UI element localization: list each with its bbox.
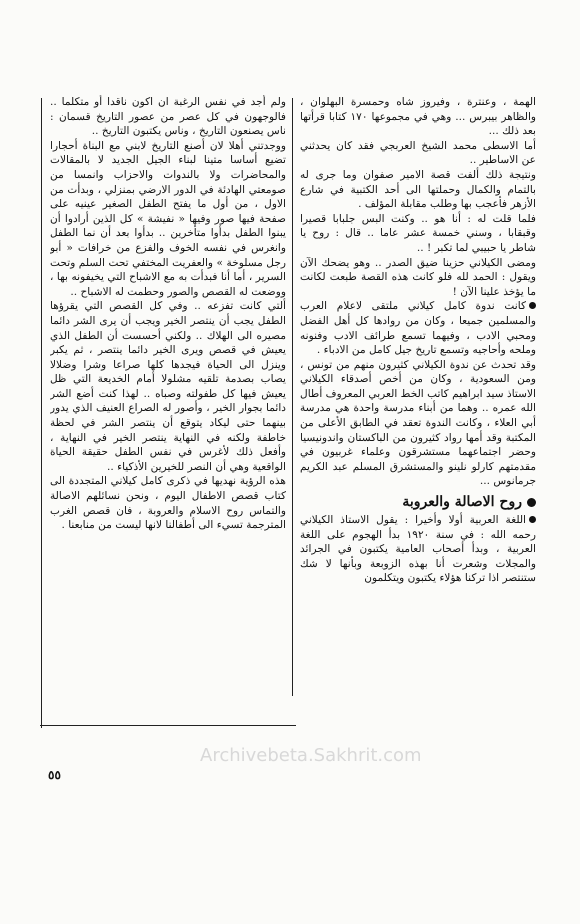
paragraph: هذه الرؤية نهديها في ذكرى كامل كيلاني المتجددة الى كتاب قصص الاطفال اليوم ، ونحن نسائلهم الاصالة والتماس روح الاسلام والعروبة ، فان قصص الغرب المترجمة تسيء الى أطفالنا لانها ليست من منابعنا . (50, 475, 286, 532)
right-column (300, 95, 536, 750)
bullet-icon (527, 498, 536, 507)
page-number: ٥٥ (48, 768, 61, 782)
paragraph: وقد تحدث عن ندوة الكيلاني كثيرون منهم من تونس ، ومن السعودية ، وكان من أخص أصدقاء الكيلاني الاستاذ سيد ابراهيم كاتب الخط العربي المعروف أطال الله عمره .. وهما من أبناء مدرسة واحدة هي مدرسة أبي العلاء ، وكانت الندوة تعقد في الطابق الأعلى من المكتبة وقد أمها رواد كثيرون من الباكستان واندونيسيا وحضر اجتماعهما مستشرقون وعلماء غربيون في مقدمتهم كارلو نلينو والمستشرق المسلم عبد الكريم جرمانوس ... (300, 358, 536, 488)
paragraph-text: اللغة العربية أولا وأخيرا : يقول الاستاذ الكيلاني رحمه الله : في سنة ١٩٢٠ بدأ الهجوم على اللغة العربية ، وبدأ أصحاب العامية يكتبون في الجرائد والمجلات وشعرت أنا بهذه الزوبعة وبأنها لا شك ستنتصر اذا تركنا هؤلاء يكتبون ويتكلمون (300, 514, 536, 585)
margin-rule (41, 98, 42, 728)
column-divider (292, 98, 293, 696)
bulleted-paragraph (300, 513, 536, 586)
paragraph-text: كانت ندوة كامل كيلاني ملتقى لاعلام العرب والمسلمين جميعا ، وكان من روادها كل أهل الفضل ومحبي الادب ، وفيهما تسمع طرائف الادب وفنونه وملحه وأحاجيه وتسمع تاريخ جيل كامل من الادباء . (300, 300, 536, 357)
section-heading-text: روح الاصالة والعروبة (402, 494, 522, 511)
paragraph: ووجدتني أهلا لان أصنع التاريخ لابني مع البناة أحجارا تضيع أساسا متينا لبناء الجيل الجديد لا بالمقالات والمحاضرات ولا بالندوات والاحزاب وانمسا من صومعتي الهادئة في الدور الارضي بمنزلي ، وبدأت من الاول ، من أول ما يفتح الطفل الصغير عينيه على صفحة فيها صور وفيها « نفيشة » كل الذين أرادوا أن يبنوا الطفل بدأوا متأخرين .. بدأوا بعد أن نما الطفل وانغرس في نفسه الخوف والفزع من خرافات « أبو رجل مسلوخة » والعفريت المختفي تحت السلم وتحت السرير ، أما أنا فبدأت به مع الاشباح التي يخيفونه بها ، ووضعت له القصص والصور وحطمت له الاشباح .. (50, 139, 286, 298)
paragraph: ولم أجد في نفس الرغبة ان اكون ناقدا أو متكلما .. فالوجهون في كل عصر من عصور التاريخ قسمان : ناس يصنعون التاريخ ، وناس يكتبون التاريخ .. (50, 96, 286, 138)
watermark-text: Archivebeta.Sakhrit.com (200, 745, 422, 766)
paragraph: الهمة ، وعنترة ، وفيروز شاه وحمسرة البهلوان ، والظاهر بيبرس ... وهي في مجموعها ١٧٠ كتابا قرأتها بعد ذلك ... (300, 96, 536, 138)
paragraph: ونتيجة ذلك ألفت قصة الامير صفوان وما جرى له بالتمام والكمال وحملتها الى أحد الكتبية في شارع الأزهر فأعجب بها وطلب مقابلة المؤلف . (300, 168, 536, 211)
paragraph: أما الاسطى محمد الشيخ العربجي فقد كان يحدثني عن الاساطير .. (300, 139, 536, 167)
paragraph: ومضى الكيلاني حزينا ضيق الصدر .. وهو يضحك الآن ويقول : الحمد لله فلو كانت هذه القصة طبعت لكانت ما يؤخذ علينا الآن ! (300, 256, 536, 298)
bullet-icon (529, 302, 536, 309)
bulleted-paragraph (300, 299, 536, 357)
left-column (50, 95, 286, 715)
paragraph: فلما قلت له : أنا هو .. وكنت البس جلبابا قصيرا وقبقابا ، وسني خمسة عشر عاما .. قال : روح يا شاطر يا حبيبي لما تكبر ! .. (300, 212, 536, 254)
paragraph: ألتي كانت تفزعه .. وفي كل القصص التي يقرؤها الطفل يجب أن ينتصر الخير ويجب أن يرى الشر دائما مصيره الى الهلاك .. ولكني أحسست أن الطفل الذي يعيش في قصص ويرى الخير دائما ينتصر ، ثم يكبر وينزل الى الحياة فيجدها كلها صراعا وشرا وضلالا يصاب بصدمة تلقيه مشلولا أمام الخديعة التي ظل يعيش فيها كل طفولته وصباه .. لهذا كنت أضع الشر دائما بجوار الخير ، وأصور له الصراع العنيف الذي يدور بينهما حتى ليكاد يتوقع أن ينتصر الشر في لحظة خاطفة ولكنه في النهاية ينتصر الخير في النهاية ، وأفعل ذلك لأغرس في نفس الطفل حقيقة الحياة الواقعية وهي أن النصر للخيرين الأذكياء .. (50, 300, 286, 473)
bottom-rule (40, 725, 296, 726)
bullet-icon (529, 516, 536, 523)
section-heading (300, 493, 536, 511)
